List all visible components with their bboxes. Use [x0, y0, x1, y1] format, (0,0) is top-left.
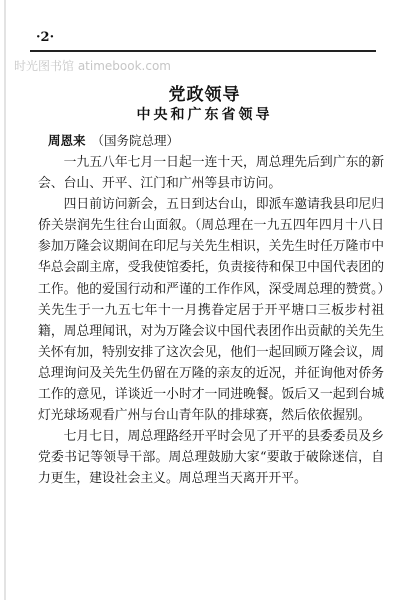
paragraph: 七月七日，周总理路经开平时会见了开平的县委委员及乡党委书记等领导干部。周总理鼓励大家“要敢于破除迷信，自力更生，建设社会主义。周总理当天离开开平。	[38, 429, 384, 487]
person-role: （国务院总理）	[91, 133, 180, 148]
section-subtitle: 中央和广东省领导	[136, 107, 273, 123]
page-number: ·2·	[36, 30, 55, 45]
header-rule	[30, 50, 376, 52]
section-title: 党政领导	[168, 85, 241, 105]
body-text	[38, 152, 384, 490]
person-name: 周恩来	[48, 133, 86, 148]
paragraph: 四日前访问新会，五日到达台山，即派车邀请我县印尼归侨关崇润先生往台山面叙。（周总理在一九五四年四月十八日参加万隆会议期间在印尼与关先生相识，关先生时任万隆市中华总会副主席，受我使馆委托，负责接待和保卫中国代表团的工作。他的爱国行动和严谨的工作作风，深受周总理的赞赏。）关先生于一九五七年十一月携眷定居于开平塘口三板步村祖籍，周总理闻讯，对为万隆会议中国代表团作出贡献的关先生关怀有加，特别安排了这次会见，他们一起回顾万隆会议，周总理询问及关先生仍留在万隆的亲友的近况，并征询他对侨务工作的意见，详谈近一小时才一同进晚餐。饭后又一起到台城灯光球场观看广州与台山青年队的排球赛，然后依依握别。	[38, 197, 384, 424]
person-heading	[48, 131, 179, 149]
watermark: 时光图书馆 atimebook.com	[14, 59, 171, 73]
paragraph: 一九五八年七月一日起一连十天，周总理先后到广东的新会、台山、开平、江门和广州等县市访问。	[38, 155, 384, 192]
